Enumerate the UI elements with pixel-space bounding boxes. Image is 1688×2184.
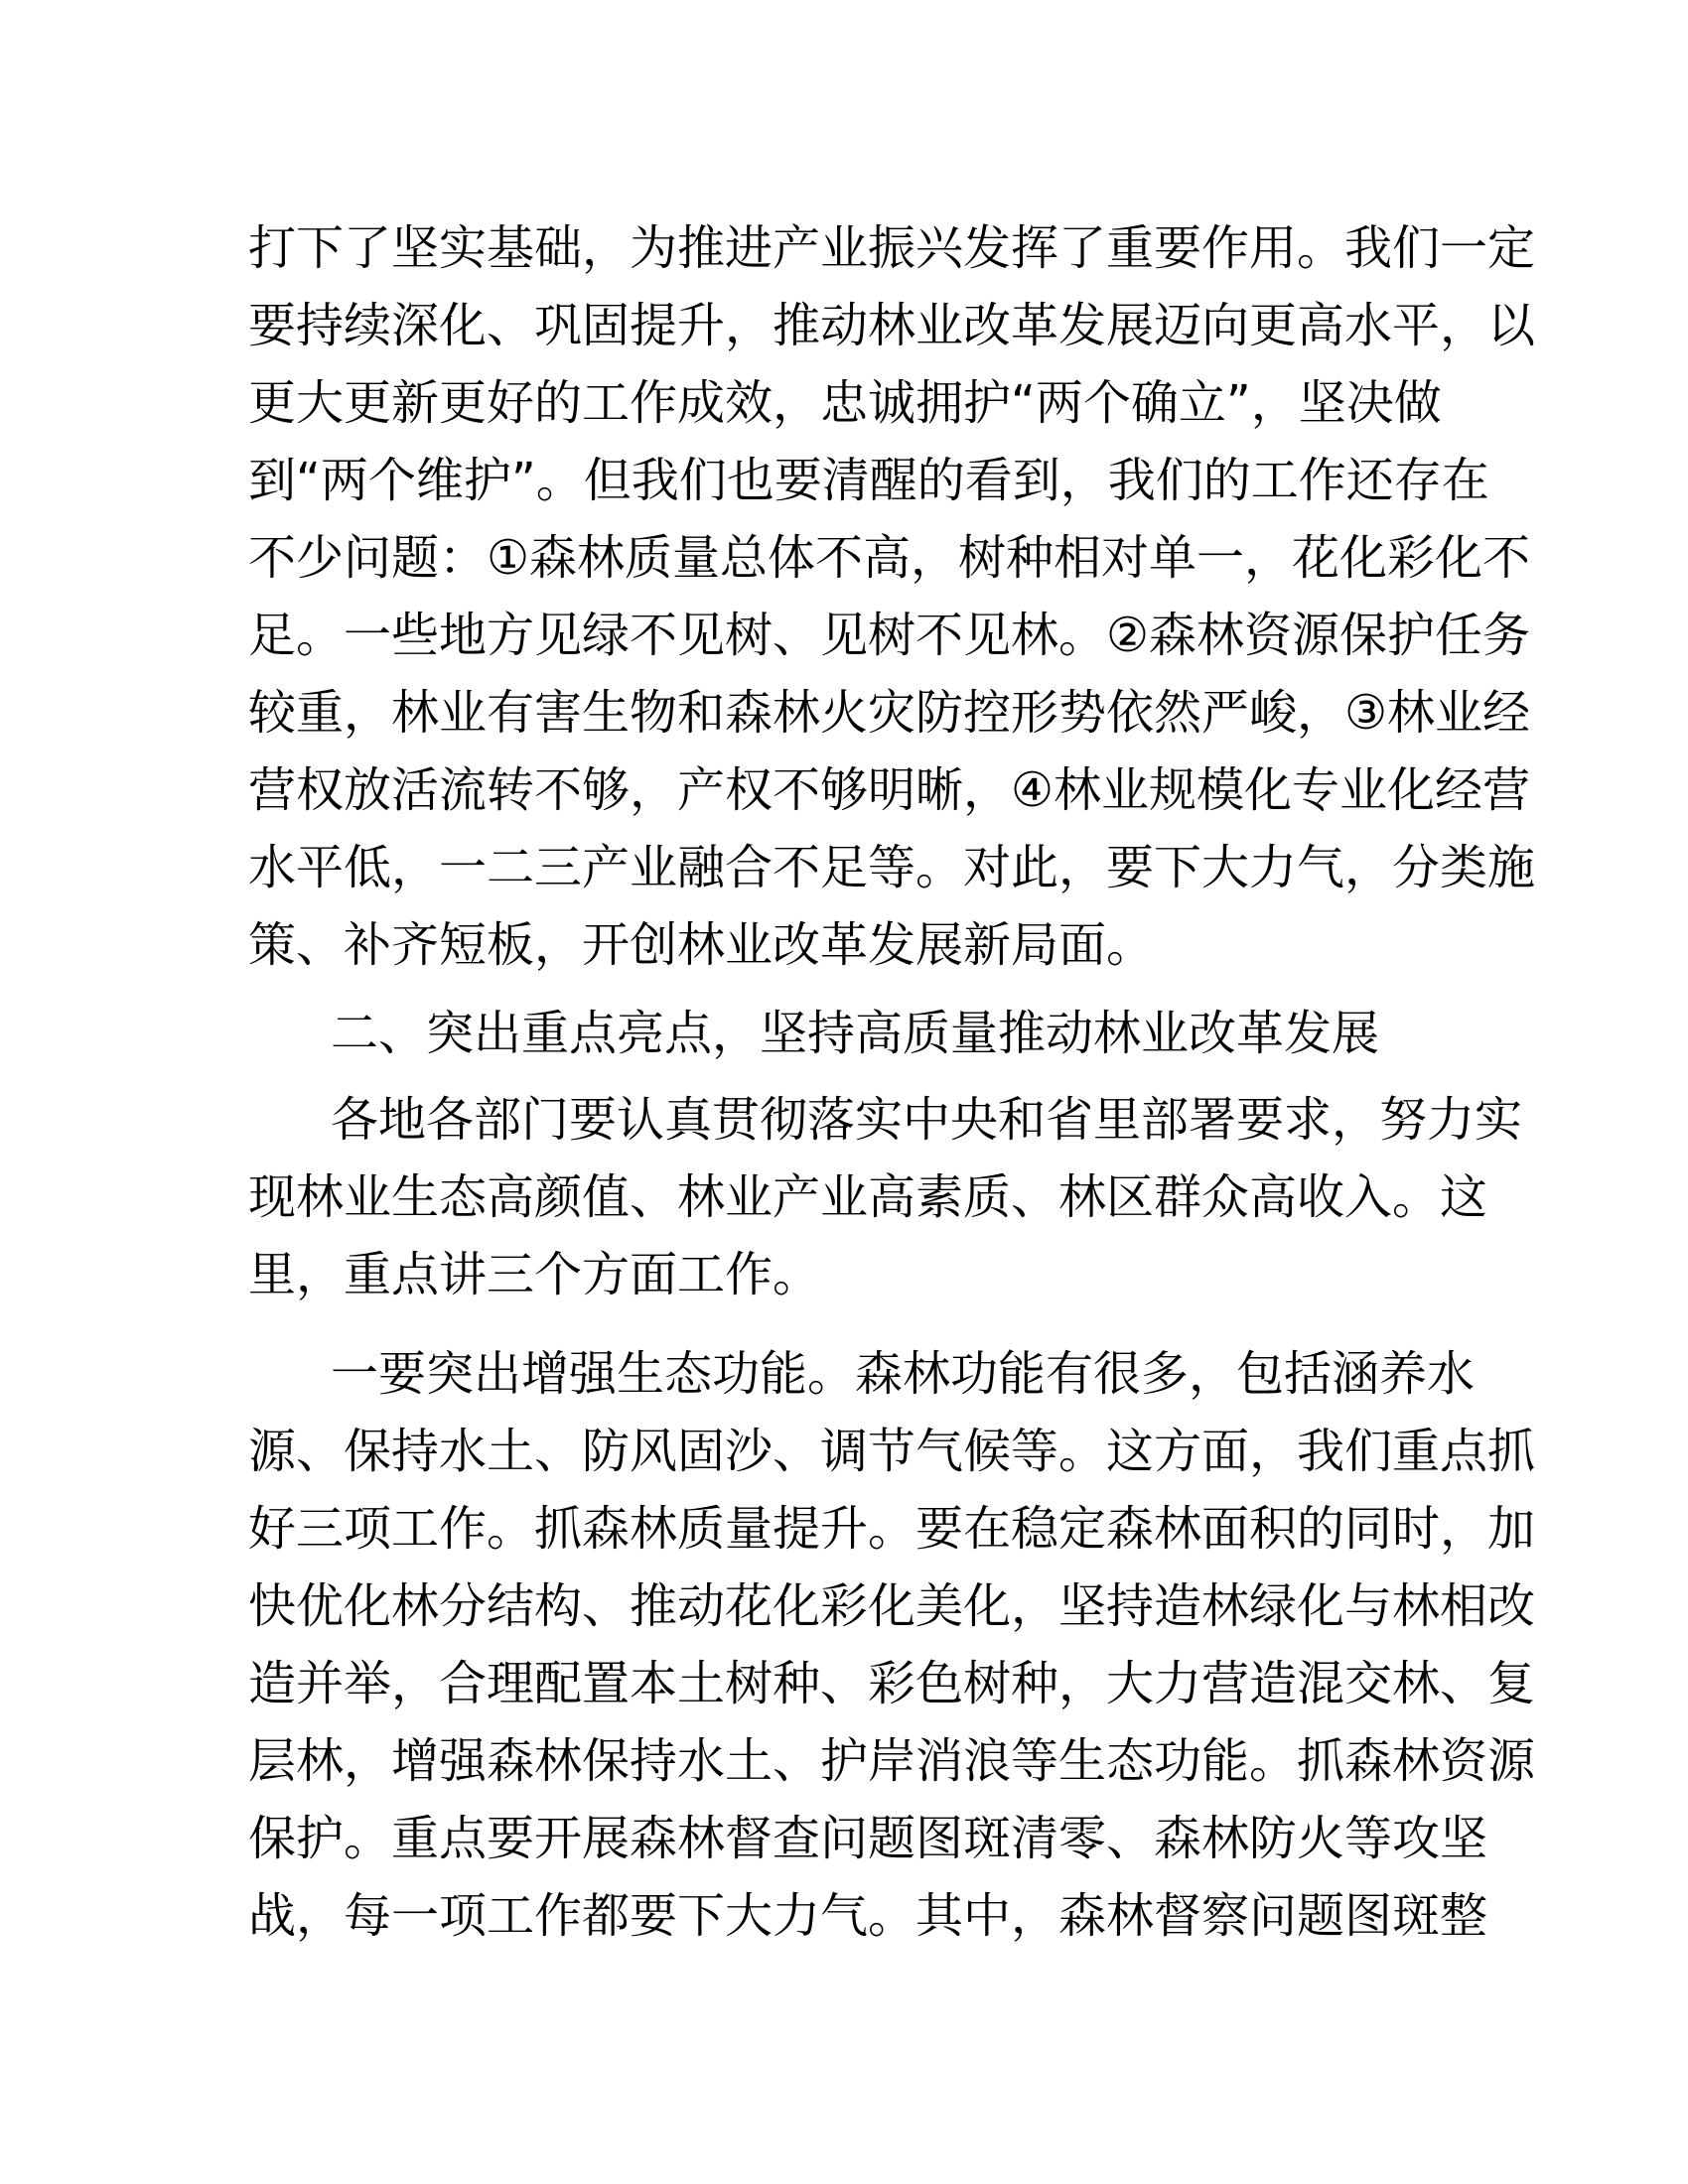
text-line: 水平低，一二三产业融合不足等。对此，要下大力气，分类施	[248, 840, 1536, 895]
text-line: 较重，林业有害生物和森林火灾防控形势依然严峻，③林业经	[248, 685, 1531, 741]
text-line: 好三项工作。抓森林质量提升。要在稳定森林面积的同时，加	[248, 1501, 1536, 1557]
text-line: 快优化林分结构、推动花化彩化美化，坚持造林绿化与林相改	[248, 1578, 1536, 1634]
paragraph-intro	[248, 1081, 1523, 1313]
text-line: 层林，增强森林保持水土、护岸消浪等生态功能。抓森林资源	[248, 1733, 1536, 1789]
text-line: 源、保持水土、防风固沙、调节气候等。这方面，我们重点抓	[248, 1424, 1536, 1479]
section-heading	[248, 995, 1428, 1072]
text-line: 一要突出增强生态功能。森林功能有很多，包括涵养水	[331, 1346, 1476, 1402]
text-line: 策、补齐短板，开创林业改革发展新局面。	[248, 917, 1155, 973]
text-line: 各地各部门要认真贯彻落实中央和省里部署要求，努力实	[331, 1092, 1523, 1148]
heading-text: 二、突出重点亮点，坚持高质量推动林业改革发展	[331, 1006, 1380, 1061]
text-line: 保护。重点要开展森林督查问题图斑清零、森林防火等攻坚	[248, 1811, 1488, 1866]
text-line: 里，重点讲三个方面工作。	[248, 1247, 821, 1302]
paragraph-problems	[248, 209, 1536, 984]
text-line: 不少问题：①森林质量总体不高，树种相对单一，花化彩化不	[248, 530, 1531, 586]
text-line: 要持续深化、巩固提升，推动林业改革发展迈向更高水平，以	[248, 298, 1536, 353]
text-line: 战，每一项工作都要下大力气。其中，森林督察问题图斑整	[248, 1888, 1488, 1944]
text-line: 现林业生态高颜值、林业产业高素质、林区群众高收入。这	[248, 1169, 1488, 1225]
text-line: 打下了坚实基础，为推进产业振兴发挥了重要作用。我们一定	[248, 220, 1536, 276]
text-line: 造并举，合理配置本土树种、彩色树种，大力营造混交林、复	[248, 1656, 1536, 1711]
paragraph-ecology	[248, 1335, 1536, 1955]
document-page	[248, 209, 1536, 1955]
text-line: 足。一些地方见绿不见树、见树不见林。②森林资源保护任务	[248, 608, 1531, 663]
text-line: 营权放活流转不够，产权不够明晰，④林业规模化专业化经营	[248, 762, 1531, 818]
text-line: 到“两个维护”。但我们也要清醒的看到，我们的工作还存在	[248, 453, 1489, 508]
text-line: 更大更新更好的工作成效，忠诚拥护“两个确立”，坚决做	[248, 375, 1442, 431]
